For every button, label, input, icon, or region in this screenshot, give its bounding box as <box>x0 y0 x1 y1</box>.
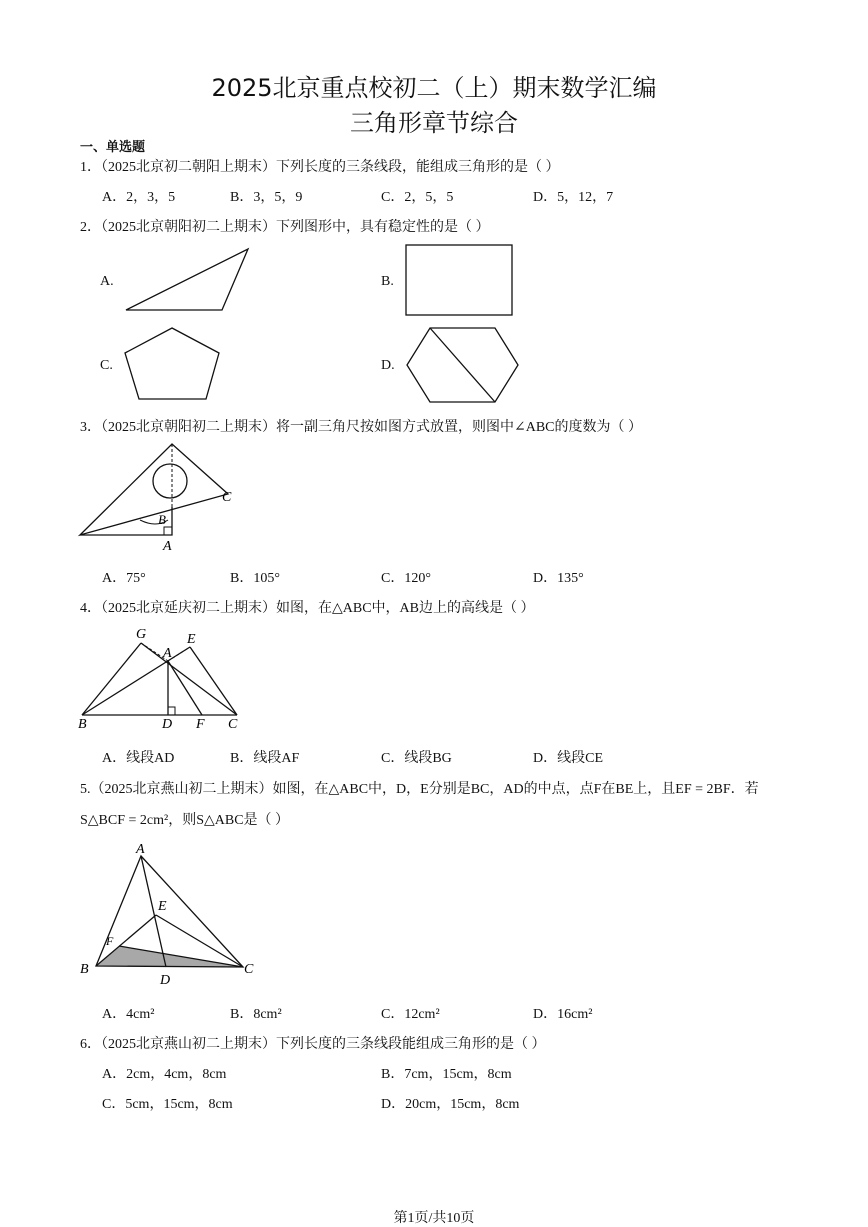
q4-label-b: B <box>78 717 87 732</box>
q6-option-a: A．2cm，4cm，8cm <box>102 1067 227 1082</box>
q6-option-b: B．7cm，15cm，8cm <box>381 1067 512 1082</box>
q2-option-b: B. <box>381 274 394 289</box>
q3-label-b: B <box>158 512 166 527</box>
q2-option-a: A. <box>100 274 114 289</box>
q5-label-c: C <box>244 962 254 977</box>
q4-label-f: F <box>196 717 205 732</box>
q5-label-d: D <box>160 973 171 988</box>
q4-option-d: D．线段CE <box>533 751 603 766</box>
question-4-text: 4．（2025北京延庆初二上期末）如图，在△ABC中，AB边上的高线是（ ） <box>80 601 535 616</box>
q1-option-c: C．2，5，5 <box>381 190 454 205</box>
question-2-text: 2．（2025北京朝阳初二上期末）下列图形中，具有稳定性的是（ ） <box>80 220 490 235</box>
q6-option-d: D．20cm，15cm，8cm <box>381 1097 520 1112</box>
q1-option-b: B．3，5，9 <box>230 190 303 205</box>
question-1-text: 1．（2025北京初二朝阳上期末）下列长度的三条线段，能组成三角形的是（ ） <box>80 160 560 175</box>
q4-label-a: A <box>163 646 172 661</box>
q5-label-e: E <box>158 899 167 914</box>
q6-option-c: C．5cm，15cm，8cm <box>102 1097 233 1112</box>
q3-option-a: A．75° <box>102 571 146 586</box>
q4-label-c: C <box>228 717 238 732</box>
q4-option-a: A．线段AD <box>102 751 175 766</box>
question-6-text: 6．（2025北京燕山初二上期末）下列长度的三条线段能组成三角形的是（ ） <box>80 1037 546 1052</box>
q4-label-g: G <box>136 627 147 642</box>
q5-label-f: F <box>106 934 114 948</box>
section-heading: 一、单选题 <box>80 140 146 155</box>
q4-label-e: E <box>187 632 196 647</box>
q5-option-c: C．12cm² <box>381 1007 440 1022</box>
page-title: 2025北京重点校初二（上）期末数学汇编 <box>211 74 657 102</box>
question-5-text-2: S△BCF = 2cm²，则S△ABC是（ ） <box>80 813 290 828</box>
page-subtitle: 三角形章节综合 <box>350 109 518 137</box>
question-3-text: 3．（2025北京朝阳初二上期末）将一副三角尺按如图方式放置，则图中∠ABC的度数为（ ） <box>80 420 643 435</box>
q5-label-b: B <box>80 962 89 977</box>
q5-option-a: A．4cm² <box>102 1007 155 1022</box>
q2-option-d: D. <box>381 358 395 373</box>
q5-label-a: A <box>136 842 145 857</box>
page-number: 第1页/共10页 <box>393 1211 475 1226</box>
q3-option-c: C．120° <box>381 571 431 586</box>
question-5-text: 5.（2025北京燕山初二上期末）如图，在△ABC中，D，E分别是BC，AD的中点，点F在BE上，且EF = 2BF．若 <box>80 782 759 797</box>
q3-label-c: C <box>222 490 232 505</box>
q5-option-b: B．8cm² <box>230 1007 282 1022</box>
q5-option-d: D．16cm² <box>533 1007 593 1022</box>
q2-option-c: C. <box>100 358 113 373</box>
q1-option-a: A．2，3，5 <box>102 190 176 205</box>
q3-option-d: D．135° <box>533 571 584 586</box>
q4-option-b: B．线段AF <box>230 751 300 766</box>
q4-label-d: D <box>162 717 173 732</box>
q3-label-a: A <box>163 539 172 554</box>
q4-option-c: C．线段BG <box>381 751 452 766</box>
q1-option-d: D．5，12，7 <box>533 190 614 205</box>
q3-option-b: B．105° <box>230 571 280 586</box>
